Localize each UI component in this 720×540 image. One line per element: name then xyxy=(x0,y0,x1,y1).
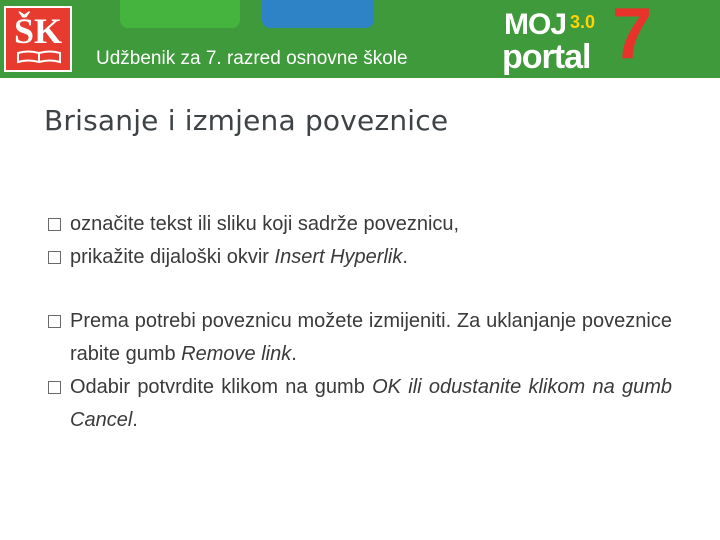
bullet-marker-icon xyxy=(48,381,61,394)
bullet-text: . xyxy=(291,343,297,365)
bullet-text-italic: Remove link xyxy=(181,343,292,365)
header-banner xyxy=(0,0,720,78)
brand-version: 3.0 xyxy=(570,12,596,32)
bullet-marker-icon xyxy=(48,251,61,264)
brand-grade-number: 7 xyxy=(612,0,653,74)
moj-portal-logo xyxy=(500,0,670,76)
brand-word-moj: MOJ xyxy=(504,8,567,41)
bullet-text: Prema potrebi poveznicu možete izmijeniti. Za uklanjanje poveznice rabite gumb xyxy=(70,310,672,365)
logo-text: ŠK xyxy=(13,11,63,51)
bullet-text: . xyxy=(132,409,138,431)
textbook-subtitle: Udžbenik za 7. razred osnovne škole xyxy=(96,48,408,69)
slide-title: Brisanje i izmjena poveznice xyxy=(44,104,449,137)
blue-tab-decoration xyxy=(262,0,374,28)
brand-word-portal: portal xyxy=(502,38,591,76)
book-icon xyxy=(16,50,62,64)
bullet-text-italic: OK ili odustanite klikom na gumb Cancel xyxy=(70,376,673,431)
bullet-item xyxy=(48,241,672,274)
bullet-text: prikažite dijaloški okvir xyxy=(70,246,275,268)
publisher-logo xyxy=(4,6,72,72)
bullet-item xyxy=(48,208,672,241)
bullet-marker-icon xyxy=(48,315,61,328)
bullet-text-italic: Insert Hyperlik xyxy=(274,246,403,268)
bullet-item xyxy=(48,305,672,371)
bullet-marker-icon xyxy=(48,218,61,231)
green-tab-decoration xyxy=(120,0,240,28)
bullet-text: označite tekst ili sliku koji sadrže poveznicu, xyxy=(70,213,460,235)
bullet-list xyxy=(48,208,672,437)
bullet-item xyxy=(48,371,672,437)
bullet-text: Odabir potvrdite klikom na gumb xyxy=(70,376,373,398)
bullet-text: . xyxy=(402,246,408,268)
